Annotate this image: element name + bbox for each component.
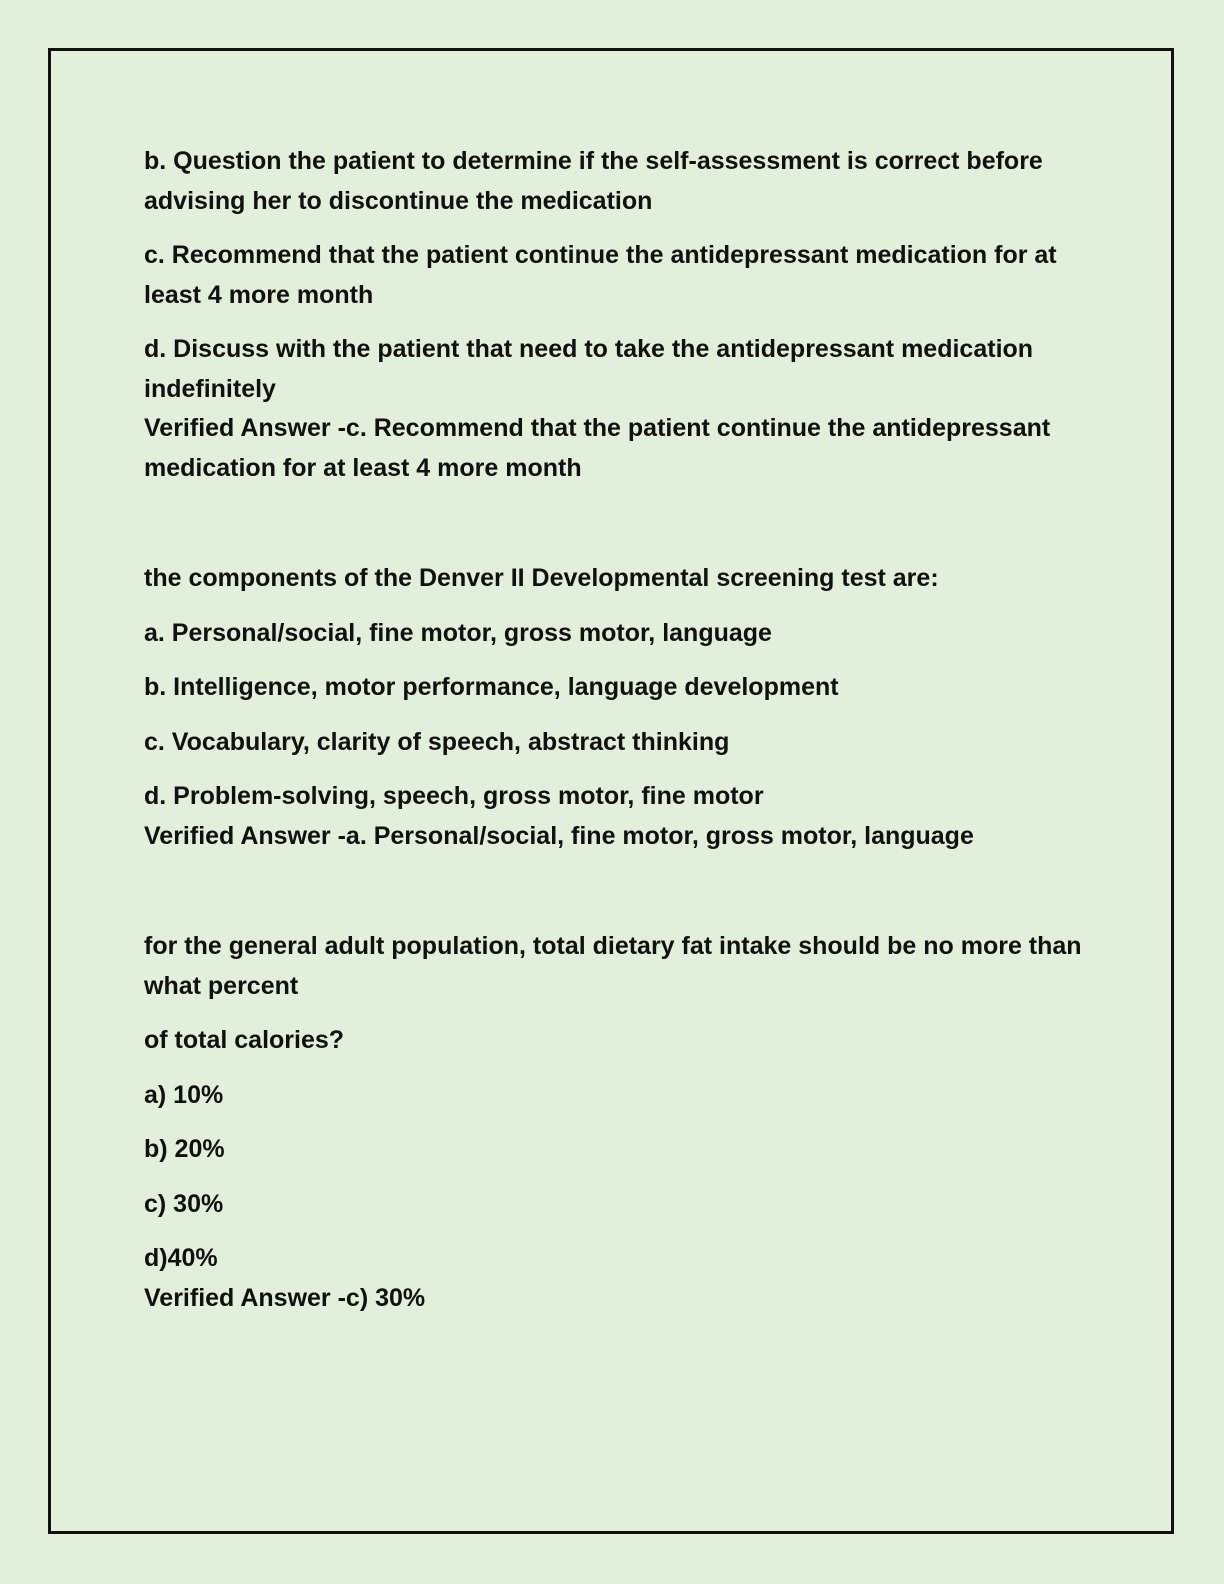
q3-option-a: a) 10% [144,1080,224,1109]
q2-option-b: b. Intelligence, motor performance, language development [144,673,839,701]
q3-verified-answer: Verified Answer -c) 30% [144,1283,426,1312]
q2-verified-answer: Verified Answer -a. Personal/social, fine motor, gross motor, language [144,821,974,850]
question-1 [144,142,1084,488]
q2-question: the components of the Denver II Developmental screening test are: [144,564,939,592]
question-2 [144,559,1084,856]
q3-option-c: c) 30% [144,1189,224,1218]
q2-option-a: a. Personal/social, fine motor, gross motor, language [144,618,772,647]
q1-option-b: b. Question the patient to determine if the self-assessment is correct before advising her to discontinue the medication [144,147,1043,215]
q3-option-b: b) 20% [144,1135,225,1163]
q2-option-d: d. Problem-solving, speech, gross motor, fine motor [144,782,764,810]
q1-option-d: d. Discuss with the patient that need to take the antidepressant medication indefinitely [144,335,1034,403]
q2-option-c: c. Vocabulary, clarity of speech, abstract thinking [144,727,730,756]
q1-option-c: c. Recommend that the patient continue the antidepressant medication for at least 4 more month [144,241,1057,309]
q1-verified-answer: Verified Answer -c. Recommend that the patient continue the antidepressant medication for at least 4 more month [144,414,1051,482]
q3-option-d: d)40% [144,1244,218,1272]
section-gap [144,856,1084,927]
q3-question-line-2: of total calories? [144,1026,345,1054]
section-gap [144,488,1084,559]
question-3 [144,927,1084,1318]
q3-question-line-1: for the general adult population, total dietary fat intake should be no more than what percent [144,932,1082,1000]
document-body [144,142,1084,1318]
